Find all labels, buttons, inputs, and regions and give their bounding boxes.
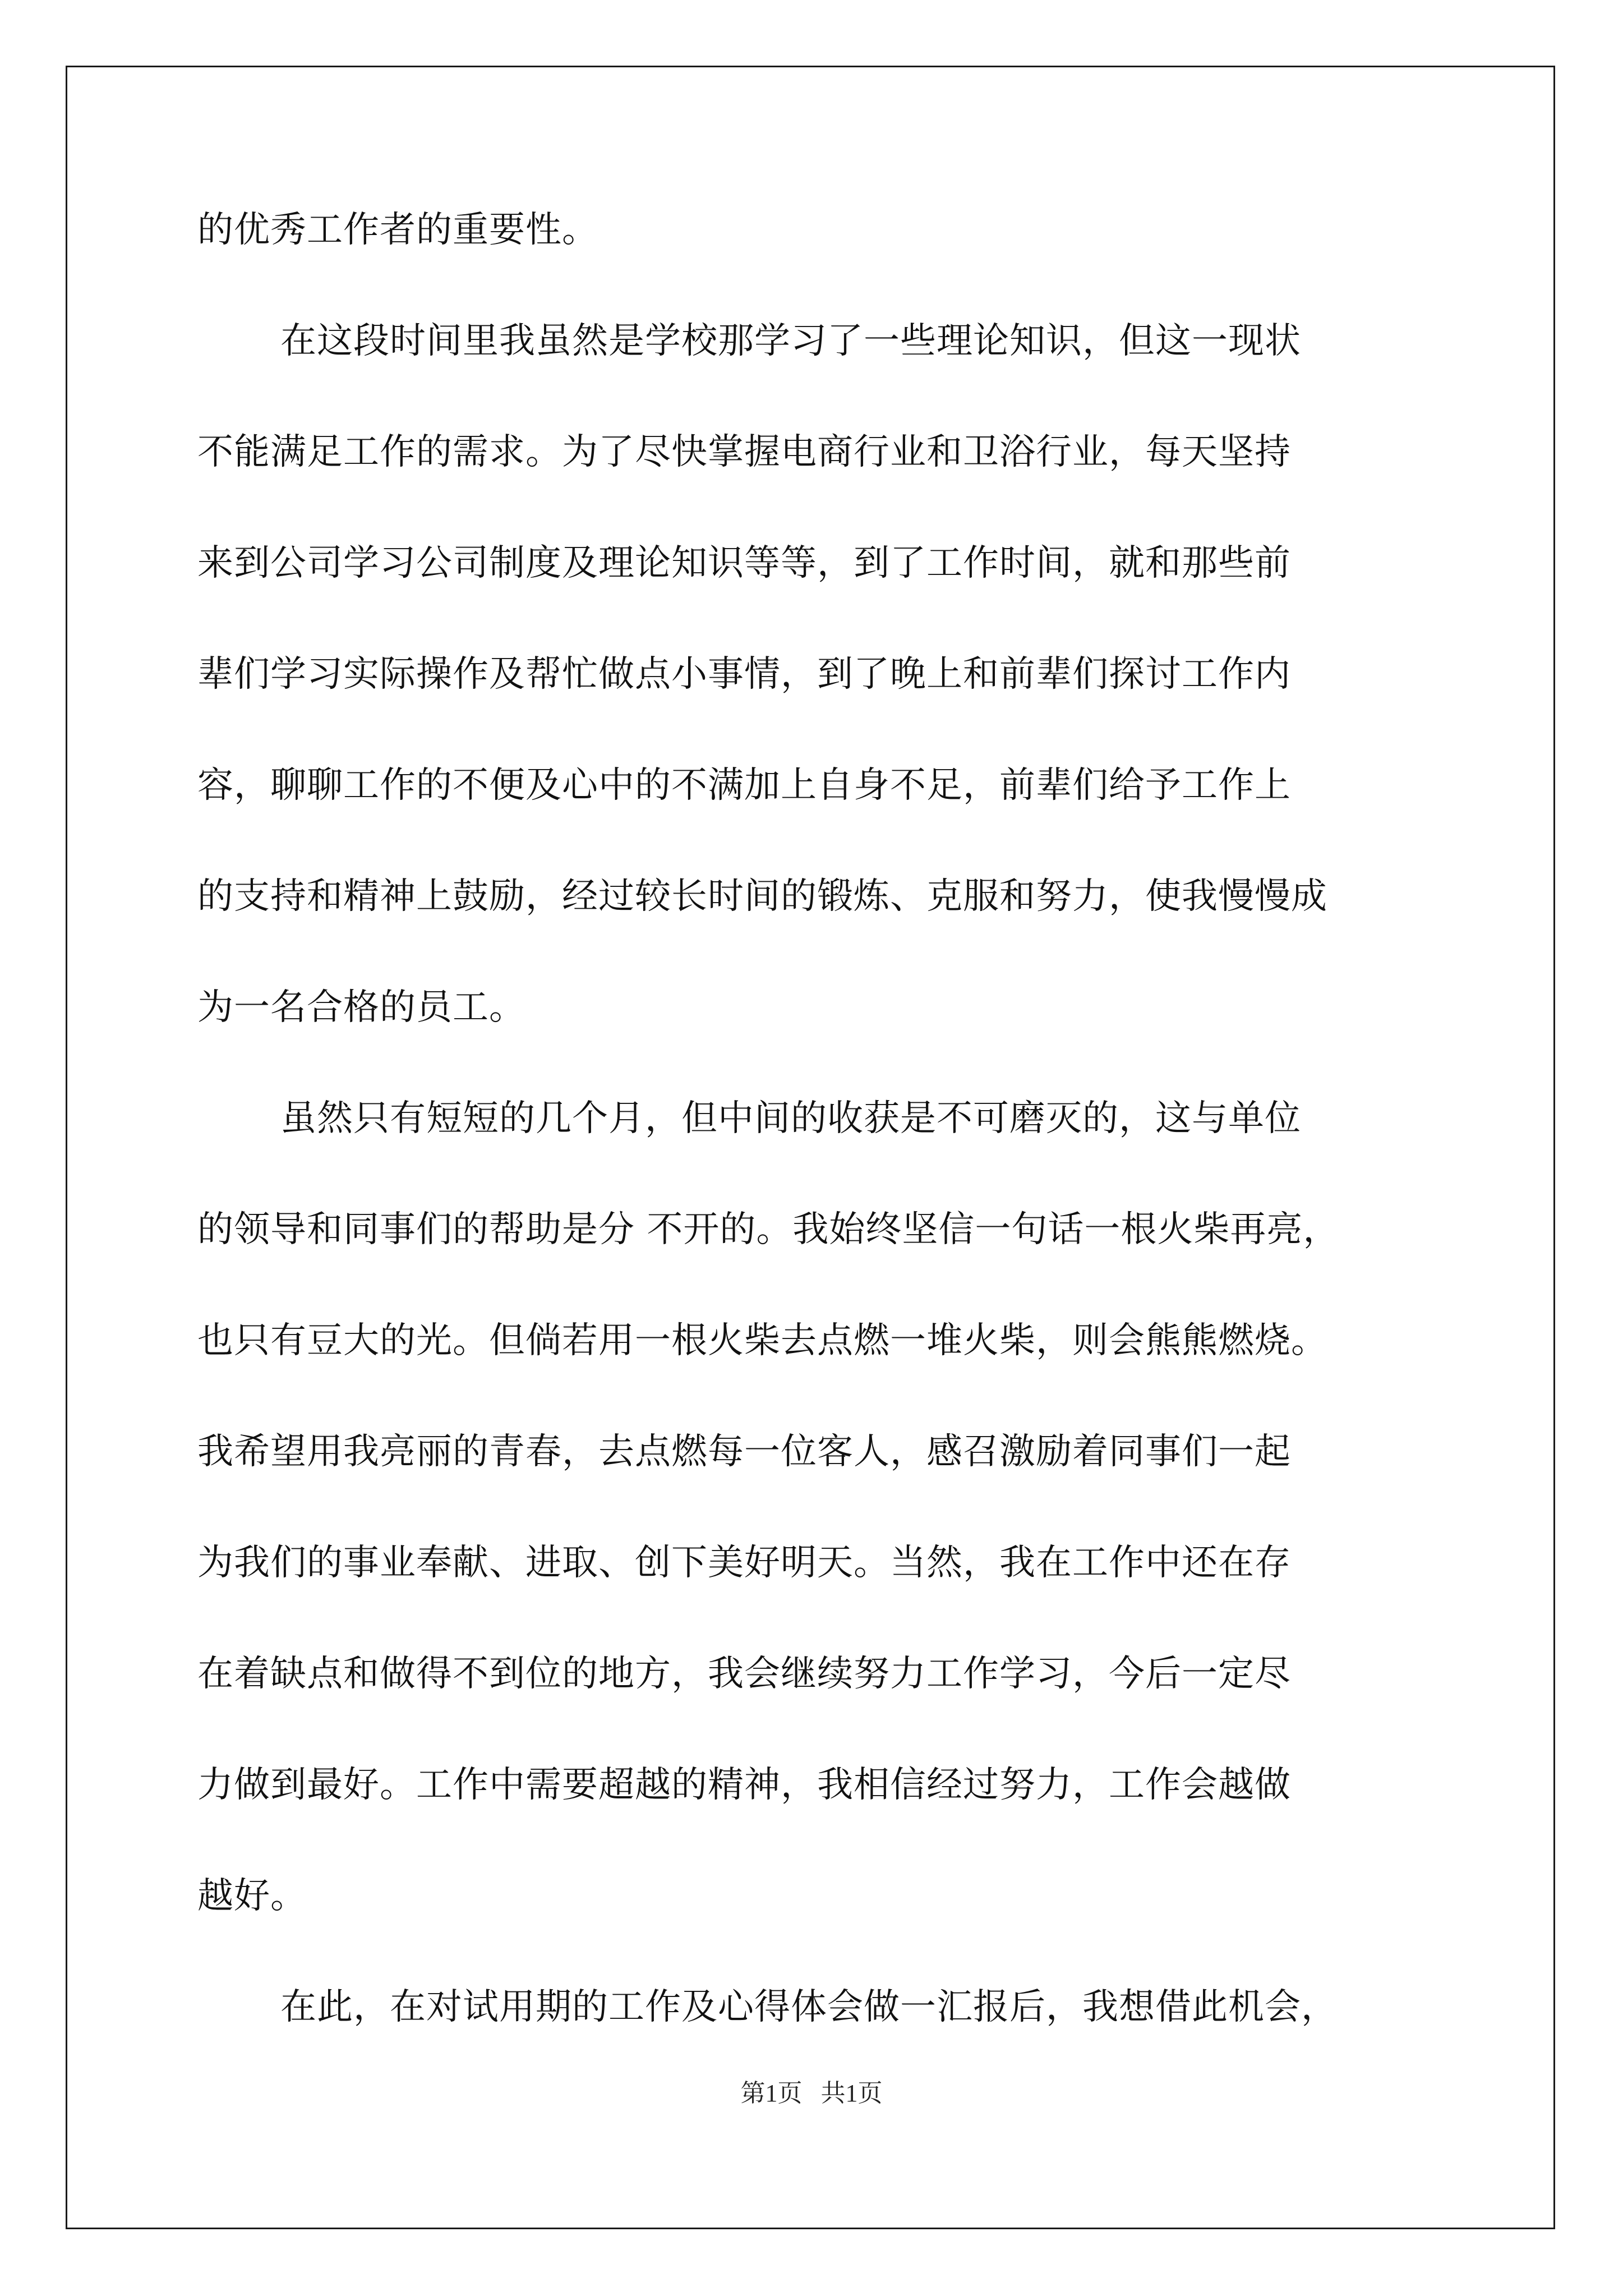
text-line: 为一名合格的员工。	[197, 987, 525, 1028]
text-line: 容，聊聊工作的不便及心中的不满加上自身不足，前辈们给予工作上	[197, 765, 1291, 806]
text-line: 不能满足工作的需求。为了尽快掌握电商行业和卫浴行业，每天坚持	[197, 431, 1291, 473]
text-line: 的优秀工作者的重要性。	[197, 209, 598, 251]
text-line: 的领导和同事们的帮助是分 不开的。我始终坚信一句话一根火柴再亮，	[197, 1209, 1340, 1250]
page-number-label: 第1页 共1页	[740, 2079, 883, 2107]
paragraph-start-line: 在这段时间里我虽然是学校那学习了一些理论知识，但这一现状	[280, 320, 1301, 362]
text-line: 也只有豆大的光。但倘若用一根火柴去点燃一堆火柴，则会熊熊燃烧。	[197, 1320, 1327, 1361]
paragraph-start-line: 虽然只有短短的几个月，但中间的收获是不可磨灭的，这与单位	[280, 1098, 1301, 1139]
text-line: 辈们学习实际操作及帮忙做点小事情，到了晚上和前辈们探讨工作内	[197, 654, 1291, 695]
page-footer	[0, 2077, 1623, 2110]
text-line: 我希望用我亮丽的青春，去点燃每一位客人，感召激励着同事们一起	[197, 1431, 1291, 1473]
text-line: 为我们的事业奉献、进取、创下美好明天。当然，我在工作中还在存	[197, 1542, 1291, 1584]
text-line: 来到公司学习公司制度及理论知识等等，到了工作时间，就和那些前	[197, 542, 1291, 584]
text-line: 力做到最好。工作中需要超越的精神，我相信经过努力，工作会越做	[197, 1764, 1291, 1806]
text-line: 在着缺点和做得不到位的地方，我会继续努力工作学习，今后一定尽	[197, 1653, 1291, 1695]
text-line: 越好。	[197, 1875, 307, 1917]
text-line: 的支持和精神上鼓励，经过较长时间的锻炼、克服和努力，使我慢慢成	[197, 876, 1327, 917]
paragraph-start-line: 在此，在对试用期的工作及心得体会做一汇报后，我想借此机会，	[280, 1986, 1338, 2028]
